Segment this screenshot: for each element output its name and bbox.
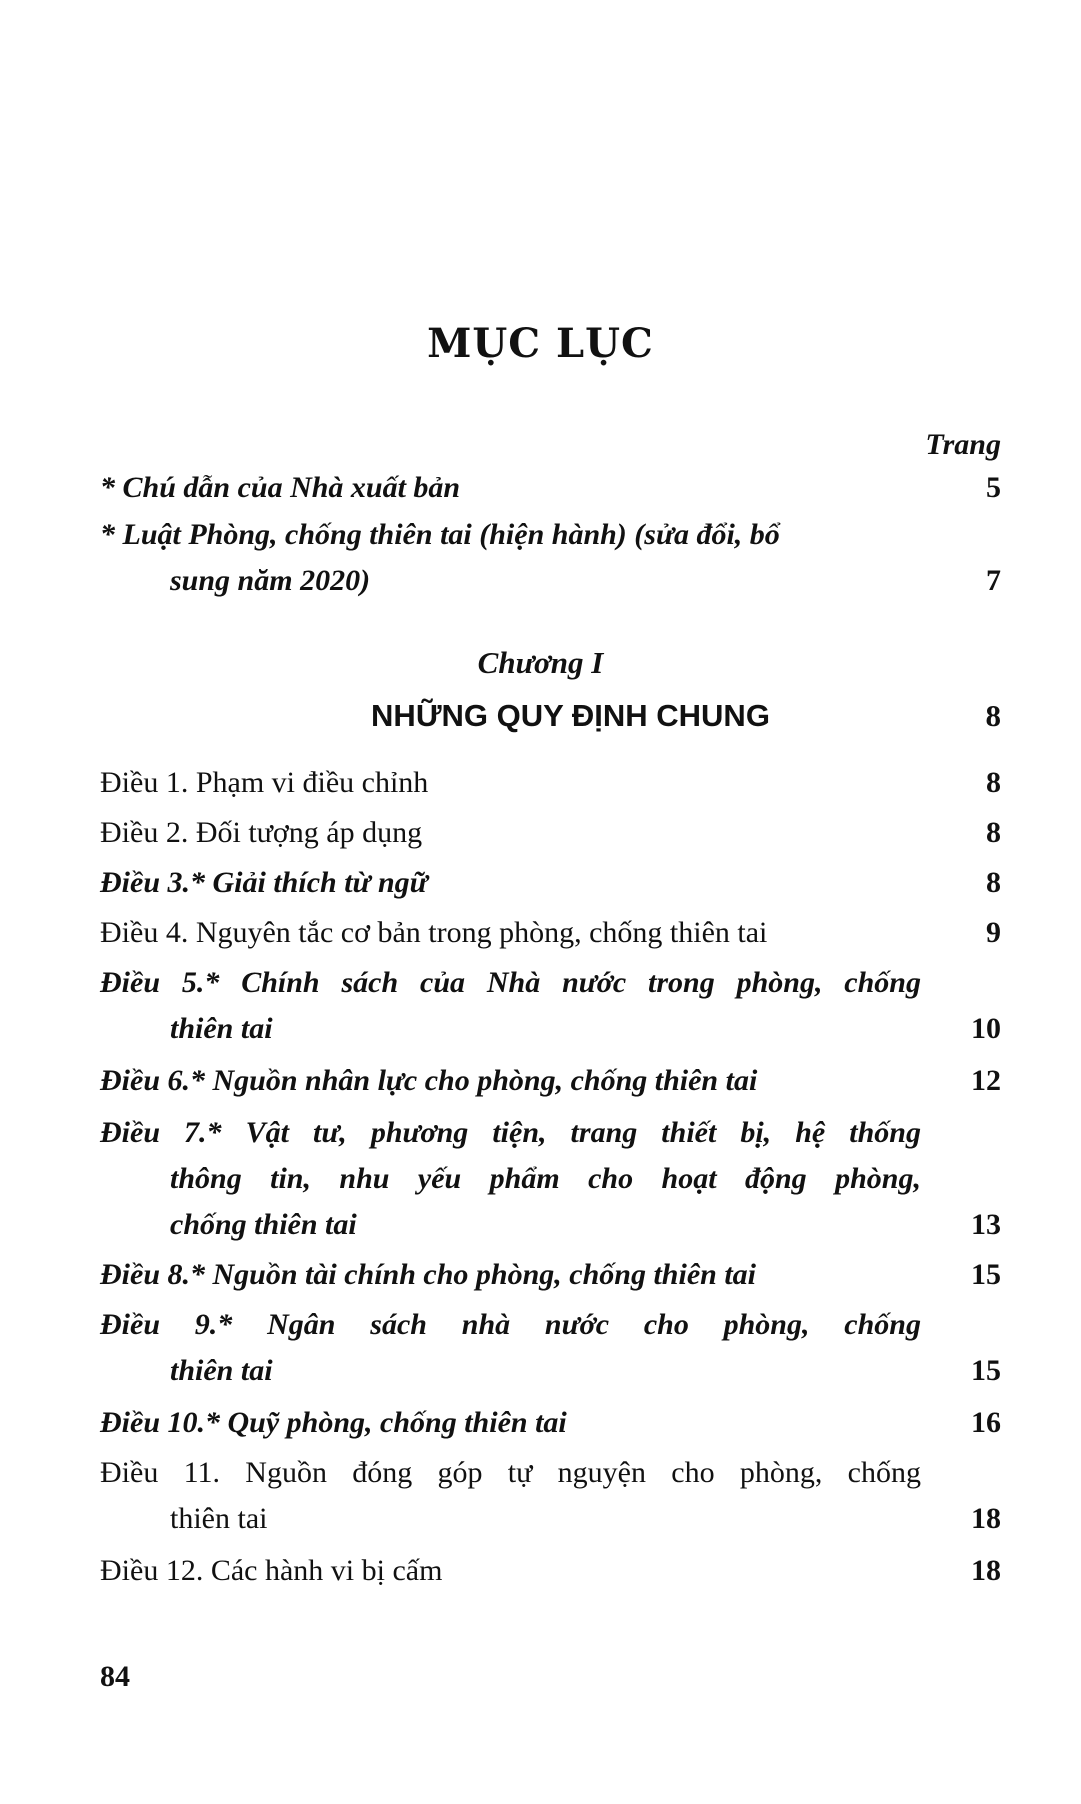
toc-entry-page: 15 xyxy=(971,1258,1001,1291)
page-title: MỤC LỤC xyxy=(427,320,654,367)
toc-entry-page: 5 xyxy=(986,471,1001,504)
toc-entry-page: 8 xyxy=(986,766,1001,799)
toc-entry-article-1[interactable] xyxy=(100,760,1001,806)
toc-entry-text: Điều 1. Phạm vi điều chỉnh xyxy=(100,766,429,799)
toc-entry-text: Điều 6.* Nguồn nhân lực cho phòng, chống thiên tai xyxy=(100,1064,758,1097)
toc-entry-publisher-note[interactable] xyxy=(100,465,1001,511)
toc-entry-article-11[interactable] xyxy=(100,1450,1001,1542)
toc-entry-text: Điều 2. Đối tượng áp dụng xyxy=(100,816,423,849)
toc-entry-page: 18 xyxy=(971,1502,1001,1535)
toc-entry-text: Điều 8.* Nguồn tài chính cho phòng, chống thiên tai xyxy=(100,1258,756,1291)
toc-entry-chapter-1[interactable] xyxy=(100,698,1001,734)
toc-entry-article-12[interactable] xyxy=(100,1548,1001,1594)
toc-entry-text-line2: thiên tai xyxy=(170,1012,273,1045)
toc-entry-page: 15 xyxy=(971,1354,1001,1387)
toc-entry-text-line1: Điều 7.* Vật tư, phương tiện, trang thiết bị, hệ thống xyxy=(100,1116,921,1149)
toc-entry-text-line1: Điều 5.* Chính sách của Nhà nước trong phòng, chống xyxy=(100,966,921,999)
toc-entry-text: Điều 10.* Quỹ phòng, chống thiên tai xyxy=(100,1406,567,1439)
toc-entry-text-line2: thông tin, nhu yếu phẩm cho hoạt động phòng, xyxy=(170,1162,921,1195)
toc-entry-article-3[interactable] xyxy=(100,860,1001,906)
toc-entry-page: 7 xyxy=(986,564,1001,597)
toc-entry-article-2[interactable] xyxy=(100,810,1001,856)
toc-entry-article-10[interactable] xyxy=(100,1400,1001,1446)
toc-entry-page: 16 xyxy=(971,1406,1001,1439)
page-column-header: Trang xyxy=(925,428,1001,461)
chapter-label: Chương I xyxy=(477,645,604,680)
toc-entry-text-line1: * Luật Phòng, chống thiên tai (hiện hành) (sửa đổi, bổ xyxy=(100,518,780,551)
toc-entry-law[interactable] xyxy=(100,512,1001,604)
toc-entry-page: 8 xyxy=(986,816,1001,849)
toc-entry-page: 9 xyxy=(986,916,1001,949)
toc-entry-page: 8 xyxy=(985,698,1001,733)
toc-entry-text-line2: thiên tai xyxy=(170,1354,273,1387)
toc-entry-text-line1: Điều 9.* Ngân sách nhà nước cho phòng, chống xyxy=(100,1308,921,1341)
page-number-footer: 84 xyxy=(100,1660,130,1693)
toc-entry-text-line1: Điều 11. Nguồn đóng góp tự nguyện cho phòng, chống xyxy=(100,1456,921,1489)
toc-entry-article-8[interactable] xyxy=(100,1252,1001,1298)
toc-entry-article-6[interactable] xyxy=(100,1058,1001,1104)
toc-entry-page: 13 xyxy=(971,1208,1001,1241)
toc-entry-article-4[interactable] xyxy=(100,910,1001,956)
toc-entry-article-9[interactable] xyxy=(100,1302,1001,1394)
chapter-title: NHỮNG QUY ĐỊNH CHUNG xyxy=(371,698,770,733)
toc-entry-page: 12 xyxy=(971,1064,1001,1097)
toc-entry-text-line3: chống thiên tai xyxy=(170,1208,357,1241)
toc-entry-page: 8 xyxy=(986,866,1001,899)
toc-entry-text: * Chú dẫn của Nhà xuất bản xyxy=(100,471,461,504)
toc-entry-page: 18 xyxy=(971,1554,1001,1587)
toc-entry-text: Điều 4. Nguyên tắc cơ bản trong phòng, chống thiên tai xyxy=(100,916,768,949)
toc-entry-article-5[interactable] xyxy=(100,960,1001,1052)
toc-entry-page: 10 xyxy=(971,1012,1001,1045)
toc-entry-text-line2: thiên tai xyxy=(170,1502,268,1535)
toc-entry-article-7[interactable] xyxy=(100,1110,1001,1248)
toc-entry-text: Điều 3.* Giải thích từ ngữ xyxy=(100,866,428,899)
toc-entry-text-line2: sung năm 2020) xyxy=(170,564,371,597)
toc-entry-text: Điều 12. Các hành vi bị cấm xyxy=(100,1554,443,1587)
